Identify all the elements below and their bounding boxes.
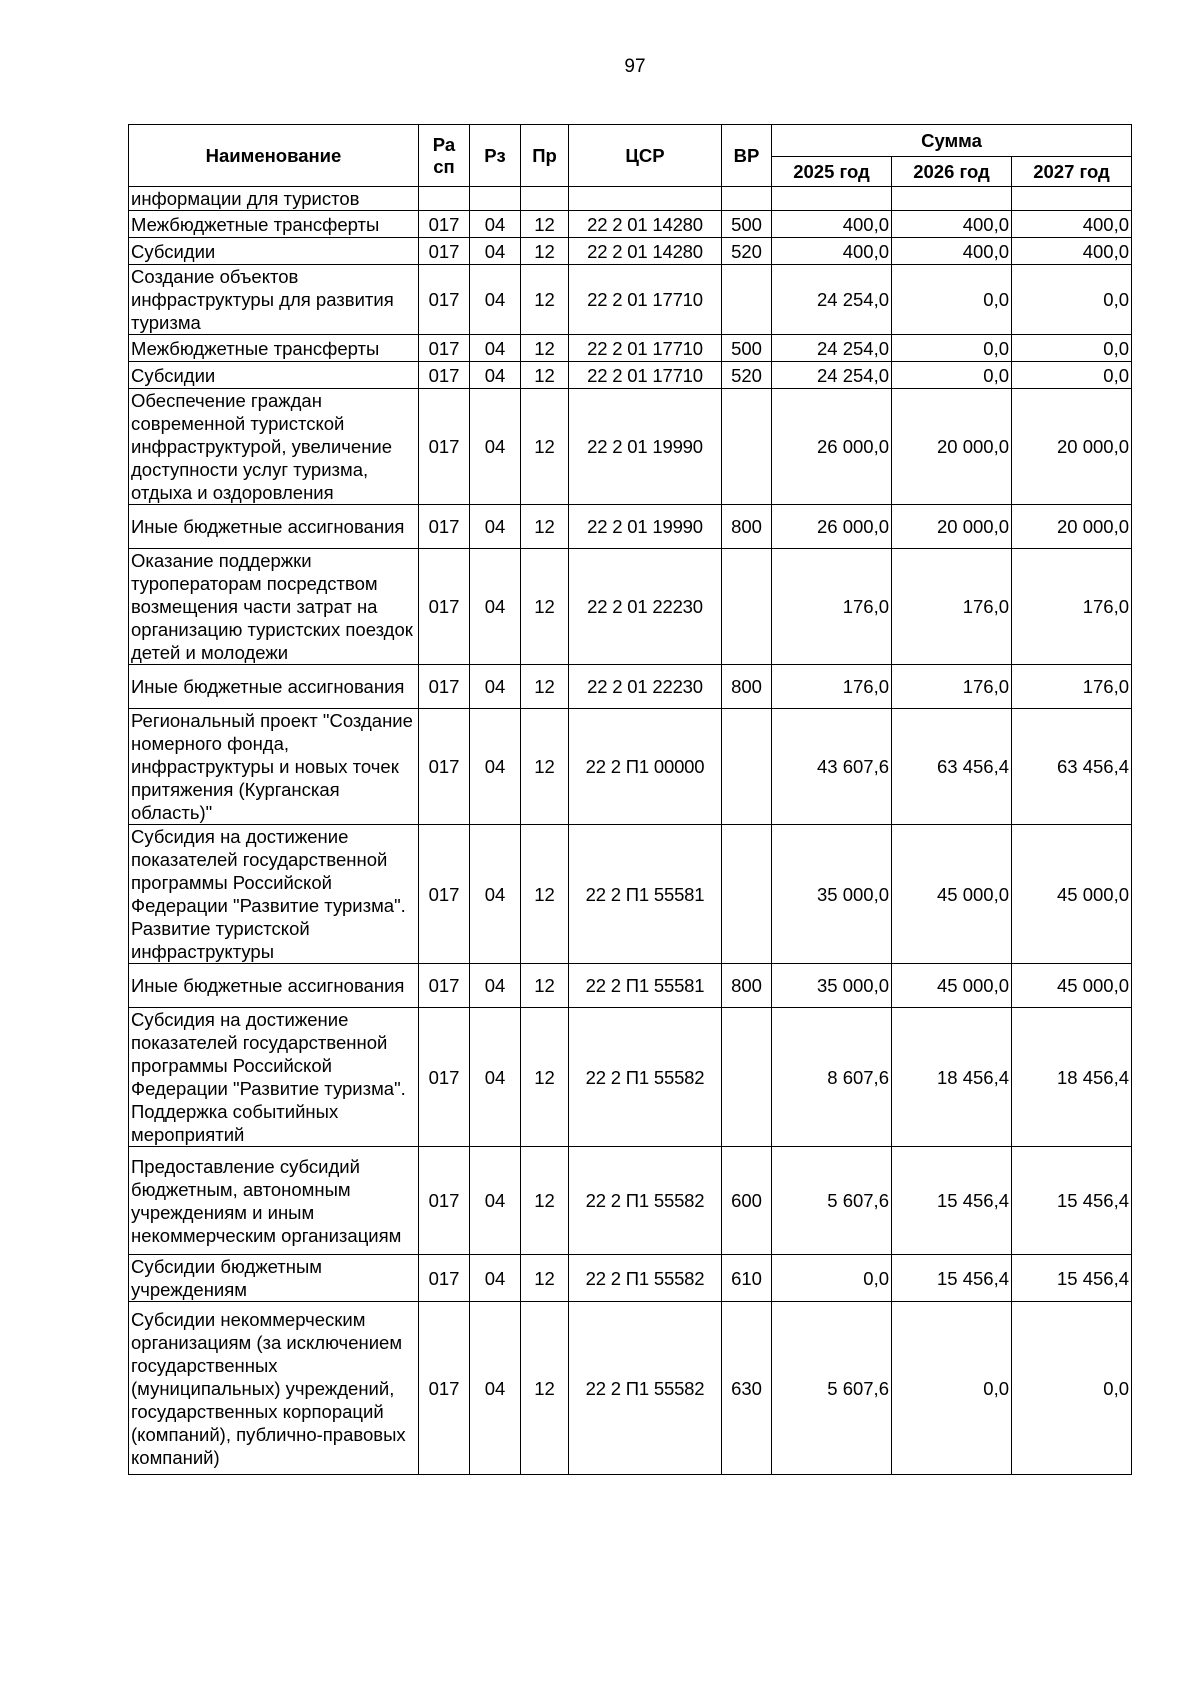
cell-2025: 26 000,0	[772, 505, 892, 549]
cell-rz: 04	[470, 1008, 521, 1147]
cell-2026: 0,0	[892, 362, 1012, 389]
cell-rz: 04	[470, 665, 521, 709]
cell-2026: 0,0	[892, 335, 1012, 362]
cell-2027: 20 000,0	[1012, 505, 1132, 549]
cell-name: Иные бюджетные ассигнования	[129, 964, 419, 1008]
cell-csr: 22 2 01 17710	[569, 265, 722, 335]
cell-name: Региональный проект "Создание номерного фонда, инфраструктуры и новых точек притяжения (Курганская область)"	[129, 709, 419, 825]
table-row	[129, 964, 1132, 1008]
cell-rz: 04	[470, 825, 521, 964]
cell-rasp: 017	[419, 549, 470, 665]
cell-vr	[722, 825, 772, 964]
table-row	[129, 1302, 1132, 1475]
cell-2027: 63 456,4	[1012, 709, 1132, 825]
header-csr: ЦСР	[569, 125, 722, 187]
cell-rasp: 017	[419, 211, 470, 238]
cell-2025: 176,0	[772, 549, 892, 665]
cell-2026: 15 456,4	[892, 1255, 1012, 1302]
cell-csr: 22 2 01 17710	[569, 335, 722, 362]
cell-csr: 22 2 01 14280	[569, 211, 722, 238]
cell-rz: 04	[470, 265, 521, 335]
cell-rz: 04	[470, 709, 521, 825]
header-2025: 2025 год	[772, 157, 892, 187]
cell-2026: 400,0	[892, 238, 1012, 265]
cell-csr: 22 2 П1 55582	[569, 1302, 722, 1475]
table-row	[129, 1008, 1132, 1147]
cell-pr: 12	[521, 1255, 569, 1302]
header-2026: 2026 год	[892, 157, 1012, 187]
cell-vr	[722, 389, 772, 505]
cell-name: Обеспечение граждан современной туристской инфраструктурой, увеличение доступности услуг туризма, отдыха и оздоровления	[129, 389, 419, 505]
cell-2025: 0,0	[772, 1255, 892, 1302]
cell-csr	[569, 187, 722, 211]
cell-2027: 400,0	[1012, 238, 1132, 265]
table-row	[129, 362, 1132, 389]
cell-pr: 12	[521, 549, 569, 665]
cell-rasp: 017	[419, 1255, 470, 1302]
cell-rasp: 017	[419, 265, 470, 335]
cell-name: Межбюджетные трансферты	[129, 211, 419, 238]
cell-name: Оказание поддержки туроператорам посредством возмещения части затрат на организацию туристских поездок детей и молодежи	[129, 549, 419, 665]
table-row	[129, 335, 1132, 362]
cell-csr: 22 2 01 19990	[569, 389, 722, 505]
cell-pr: 12	[521, 389, 569, 505]
cell-vr: 500	[722, 335, 772, 362]
cell-2027: 20 000,0	[1012, 389, 1132, 505]
cell-rz: 04	[470, 389, 521, 505]
cell-2025: 24 254,0	[772, 362, 892, 389]
cell-2026: 20 000,0	[892, 505, 1012, 549]
cell-2027: 18 456,4	[1012, 1008, 1132, 1147]
cell-2025: 35 000,0	[772, 964, 892, 1008]
table-row	[129, 709, 1132, 825]
cell-2025: 43 607,6	[772, 709, 892, 825]
cell-csr: 22 2 П1 55582	[569, 1255, 722, 1302]
table-body	[129, 187, 1132, 1475]
cell-2027: 0,0	[1012, 335, 1132, 362]
cell-csr: 22 2 П1 55582	[569, 1147, 722, 1255]
cell-vr	[722, 549, 772, 665]
cell-2026: 400,0	[892, 211, 1012, 238]
cell-csr: 22 2 01 22230	[569, 549, 722, 665]
cell-name: информации для туристов	[129, 187, 419, 211]
cell-vr	[722, 265, 772, 335]
cell-pr: 12	[521, 362, 569, 389]
cell-rasp: 017	[419, 964, 470, 1008]
cell-2026: 0,0	[892, 1302, 1012, 1475]
cell-2027: 400,0	[1012, 211, 1132, 238]
cell-rz: 04	[470, 549, 521, 665]
cell-2027: 0,0	[1012, 1302, 1132, 1475]
table-row	[129, 187, 1132, 211]
cell-rasp: 017	[419, 335, 470, 362]
cell-2027: 176,0	[1012, 549, 1132, 665]
cell-pr: 12	[521, 1147, 569, 1255]
cell-rasp: 017	[419, 1302, 470, 1475]
cell-vr: 800	[722, 505, 772, 549]
header-row-top	[129, 125, 1132, 157]
cell-rz: 04	[470, 335, 521, 362]
cell-rasp: 017	[419, 362, 470, 389]
cell-2025: 24 254,0	[772, 265, 892, 335]
cell-pr: 12	[521, 238, 569, 265]
cell-vr: 630	[722, 1302, 772, 1475]
cell-2026: 45 000,0	[892, 964, 1012, 1008]
cell-vr: 800	[722, 665, 772, 709]
cell-name: Субсидии	[129, 362, 419, 389]
cell-2026: 0,0	[892, 265, 1012, 335]
cell-2027: 15 456,4	[1012, 1147, 1132, 1255]
cell-name: Предоставление субсидий бюджетным, автономным учреждениям и иным некоммерческим организациям	[129, 1147, 419, 1255]
cell-2026: 63 456,4	[892, 709, 1012, 825]
header-pr: Пр	[521, 125, 569, 187]
table-row	[129, 549, 1132, 665]
cell-2025: 5 607,6	[772, 1147, 892, 1255]
cell-rz	[470, 187, 521, 211]
cell-name: Субсидии бюджетным учреждениям	[129, 1255, 419, 1302]
cell-2025: 24 254,0	[772, 335, 892, 362]
cell-rasp: 017	[419, 1147, 470, 1255]
table-row	[129, 825, 1132, 964]
table-row	[129, 1255, 1132, 1302]
cell-rasp: 017	[419, 238, 470, 265]
cell-vr: 500	[722, 211, 772, 238]
cell-name: Межбюджетные трансферты	[129, 335, 419, 362]
cell-2025: 8 607,6	[772, 1008, 892, 1147]
cell-2026: 18 456,4	[892, 1008, 1012, 1147]
header-rasp: Ра сп	[419, 125, 470, 187]
cell-rasp: 017	[419, 389, 470, 505]
cell-2025: 400,0	[772, 238, 892, 265]
table-row	[129, 505, 1132, 549]
cell-2027: 15 456,4	[1012, 1255, 1132, 1302]
cell-pr: 12	[521, 1302, 569, 1475]
page-number: 97	[624, 56, 646, 77]
cell-csr: 22 2 01 22230	[569, 665, 722, 709]
header-vr: ВР	[722, 125, 772, 187]
cell-rz: 04	[470, 1302, 521, 1475]
cell-vr: 600	[722, 1147, 772, 1255]
table-row	[129, 211, 1132, 238]
table-row	[129, 265, 1132, 335]
cell-name: Субсидии	[129, 238, 419, 265]
cell-csr: 22 2 01 14280	[569, 238, 722, 265]
cell-csr: 22 2 01 17710	[569, 362, 722, 389]
table-row	[129, 1147, 1132, 1255]
cell-name: Субсидия на достижение показателей государственной программы Российской Федерации "Развитие туризма". Развитие туристской инфраструктуры	[129, 825, 419, 964]
cell-pr	[521, 187, 569, 211]
cell-rasp: 017	[419, 505, 470, 549]
cell-2027: 45 000,0	[1012, 825, 1132, 964]
cell-2025: 35 000,0	[772, 825, 892, 964]
header-name: Наименование	[129, 125, 419, 187]
cell-pr: 12	[521, 505, 569, 549]
cell-pr: 12	[521, 335, 569, 362]
cell-name: Создание объектов инфраструктуры для развития туризма	[129, 265, 419, 335]
header-sum: Сумма	[772, 125, 1132, 157]
cell-2027: 176,0	[1012, 665, 1132, 709]
cell-vr	[722, 709, 772, 825]
cell-rasp: 017	[419, 825, 470, 964]
cell-2025: 26 000,0	[772, 389, 892, 505]
cell-pr: 12	[521, 825, 569, 964]
cell-pr: 12	[521, 665, 569, 709]
cell-pr: 12	[521, 709, 569, 825]
cell-vr: 800	[722, 964, 772, 1008]
cell-pr: 12	[521, 265, 569, 335]
cell-rasp: 017	[419, 709, 470, 825]
header-2027: 2027 год	[1012, 157, 1132, 187]
cell-rz: 04	[470, 964, 521, 1008]
cell-vr	[722, 187, 772, 211]
cell-name: Иные бюджетные ассигнования	[129, 505, 419, 549]
cell-vr: 520	[722, 238, 772, 265]
cell-csr: 22 2 01 19990	[569, 505, 722, 549]
budget-table	[128, 124, 1132, 1475]
cell-2026: 20 000,0	[892, 389, 1012, 505]
cell-2027: 45 000,0	[1012, 964, 1132, 1008]
cell-csr: 22 2 П1 55582	[569, 1008, 722, 1147]
cell-2026: 45 000,0	[892, 825, 1012, 964]
cell-name: Субсидии некоммерческим организациям (за исключением государственных (муниципальных) учреждений, государственных корпораций (компаний), публично-правовых компаний)	[129, 1302, 419, 1475]
cell-vr: 520	[722, 362, 772, 389]
cell-name: Субсидия на достижение показателей государственной программы Российской Федерации "Развитие туризма". Поддержка событийных мероприятий	[129, 1008, 419, 1147]
cell-csr: 22 2 П1 55581	[569, 825, 722, 964]
cell-2026: 176,0	[892, 549, 1012, 665]
cell-csr: 22 2 П1 55581	[569, 964, 722, 1008]
table-row	[129, 389, 1132, 505]
cell-2027: 0,0	[1012, 362, 1132, 389]
cell-rz: 04	[470, 238, 521, 265]
cell-rz: 04	[470, 362, 521, 389]
cell-rz: 04	[470, 1255, 521, 1302]
cell-pr: 12	[521, 1008, 569, 1147]
header-rz: Рз	[470, 125, 521, 187]
cell-2026: 176,0	[892, 665, 1012, 709]
cell-name: Иные бюджетные ассигнования	[129, 665, 419, 709]
cell-rasp: 017	[419, 1008, 470, 1147]
cell-2027	[1012, 187, 1132, 211]
cell-csr: 22 2 П1 00000	[569, 709, 722, 825]
cell-rz: 04	[470, 505, 521, 549]
cell-vr: 610	[722, 1255, 772, 1302]
cell-rz: 04	[470, 211, 521, 238]
cell-pr: 12	[521, 211, 569, 238]
cell-2025: 400,0	[772, 211, 892, 238]
cell-2027: 0,0	[1012, 265, 1132, 335]
cell-vr	[722, 1008, 772, 1147]
cell-2025: 176,0	[772, 665, 892, 709]
table-row	[129, 238, 1132, 265]
cell-rz: 04	[470, 1147, 521, 1255]
cell-2025: 5 607,6	[772, 1302, 892, 1475]
table-row	[129, 665, 1132, 709]
cell-2026: 15 456,4	[892, 1147, 1012, 1255]
cell-2025	[772, 187, 892, 211]
cell-rasp	[419, 187, 470, 211]
cell-rasp: 017	[419, 665, 470, 709]
cell-pr: 12	[521, 964, 569, 1008]
cell-2026	[892, 187, 1012, 211]
